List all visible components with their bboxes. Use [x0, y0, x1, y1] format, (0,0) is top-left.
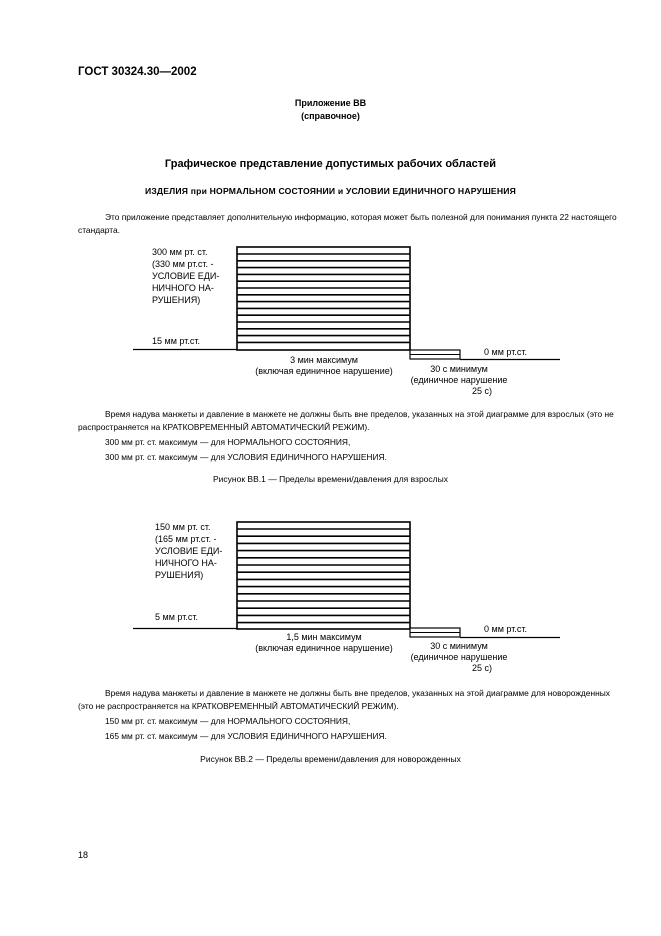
figure-2-time-min-2: (единичное нарушение — [410, 652, 508, 662]
figure-1-time-min-1: 30 с минимум — [430, 364, 488, 374]
figure-1-note: Время надува манжеты и давление в манжете не должны быть вне пределов, указанных на этой диаграмме для взрослых (это не распространяется на КРАТКОВРЕМЕННЫЙ АВТОМАТИЧЕСКИЙ РЕЖИМ). — [78, 409, 614, 432]
figure-2-time-min-3: 25 с) — [471, 663, 493, 673]
figure-2-diagram — [0, 516, 661, 676]
figure-1-time-max-2: (включая единичное нарушение) — [255, 366, 393, 376]
figure-1-normal-line: 300 мм рт. ст. максимум — для НОРМАЛЬНОГО СОСТОЯНИЯ, — [105, 437, 351, 447]
figure-2-normal-line: 150 мм рт. ст. максимум — для НОРМАЛЬНОГО СОСТОЯНИЯ, — [105, 716, 351, 726]
figure-2-fault-line: 165 мм рт. ст. максимум — для УСЛОВИЯ ЕДИНИЧНОГО НАРУШЕНИЯ. — [105, 731, 387, 741]
figure-2-zero-label: 0 мм рт.ст. — [484, 624, 527, 634]
figure-2-caption: Рисунок ВВ.2 — Пределы времени/давления для новорожденных — [200, 754, 461, 764]
figure-1-top-label-4: НИЧНОГО НА- — [152, 283, 214, 293]
figure-1-time-min-2: (единичное нарушение — [410, 375, 508, 385]
figure-2-low-label: 5 мм рт.ст. — [155, 612, 198, 622]
annex-heading — [0, 97, 661, 123]
figure-1-caption: Рисунок ВВ.1 — Пределы времени/давления для взрослых — [213, 474, 448, 484]
figure-2-note: Время надува манжеты и давление в манжете не должны быть вне пределов, указанных на этой диаграмме для новорожденных (это не распространяется на КРАТКОВРЕМЕННЫЙ АВТОМАТИЧЕСКИЙ РЕЖИМ). — [78, 688, 610, 711]
figure-2-top-label-1: 150 мм рт. ст. — [155, 522, 211, 532]
main-title: Графическое представление допустимых рабочих областей — [164, 158, 497, 170]
figure-1-low-label: 15 мм рт.ст. — [152, 336, 200, 346]
annex-type: (справочное) — [301, 111, 360, 121]
figure-1-time-min-3: 25 с) — [471, 386, 493, 396]
page-number: 18 — [78, 850, 89, 860]
figure-2-top-label-2: (165 мм рт.ст. - — [155, 534, 217, 544]
figure-1-hatched-block — [237, 247, 410, 350]
figure-1-top-label-2: (330 мм рт.ст. - — [152, 259, 214, 269]
document-header: ГОСТ 30324.30—2002 — [78, 66, 197, 78]
intro-paragraph: Это приложение представляет дополнительную информацию, которая может быть полезной для понимания пункта 22 настоящего стандарта. — [78, 212, 617, 235]
figure-2-top-label-3: УСЛОВИЕ ЕДИ- — [155, 546, 223, 556]
figure-2-hatched-block — [237, 522, 410, 629]
figure-2-top-label-5: РУШЕНИЯ) — [155, 570, 204, 580]
figure-1-top-label-5: РУШЕНИЯ) — [152, 295, 201, 305]
annex-title: Приложение ВВ — [294, 98, 367, 108]
figure-1-time-max-1: 3 мин максимум — [290, 355, 358, 365]
figure-1-top-label-1: 300 мм рт. ст. — [152, 247, 208, 257]
figure-2-top-label-4: НИЧНОГО НА- — [155, 558, 217, 568]
figure-1-diagram — [0, 238, 661, 398]
figure-2-time-max-2: (включая единичное нарушение) — [255, 643, 393, 653]
subtitle: ИЗДЕЛИЯ при НОРМАЛЬНОМ СОСТОЯНИИ и УСЛОВИИ ЕДИНИЧНОГО НАРУШЕНИЯ — [144, 186, 517, 196]
figure-2-time-max-1: 1,5 мин максимум — [286, 632, 362, 642]
figure-1-fault-line: 300 мм рт. ст. максимум — для УСЛОВИЯ ЕДИНИЧНОГО НАРУШЕНИЯ. — [105, 452, 387, 462]
figure-2-time-min-1: 30 с минимум — [430, 641, 488, 651]
figure-1-top-label-3: УСЛОВИЕ ЕДИ- — [152, 271, 220, 281]
figure-1-zero-label: 0 мм рт.ст. — [484, 347, 527, 357]
